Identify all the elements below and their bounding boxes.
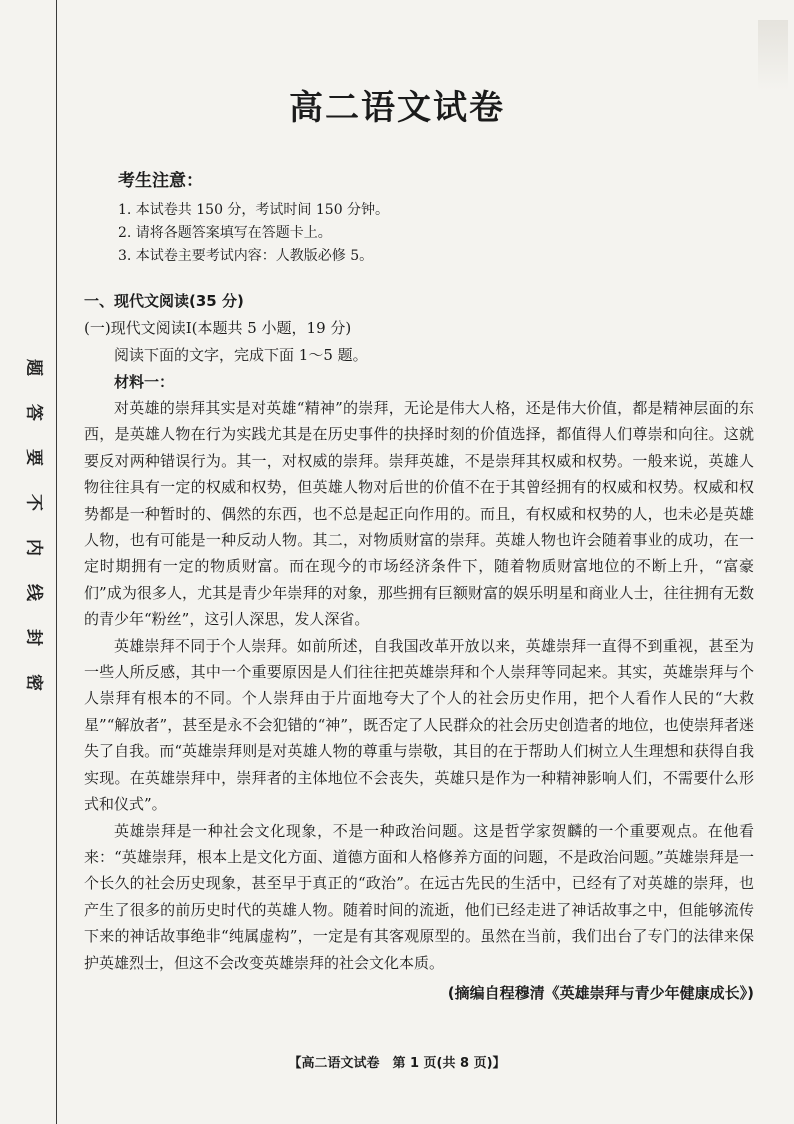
sub-heading: (一)现代文阅读Ⅰ(本题共 5 小题，19 分)	[84, 319, 352, 337]
page-footer: 【高二语文试卷 第 1 页(共 8 页)】	[288, 1056, 506, 1071]
source-citation: (摘编自程穆清《英雄崇拜与青少年健康成长》)	[447, 983, 754, 1002]
binding-char: 不	[23, 494, 44, 511]
binding-char: 题	[23, 359, 44, 376]
binding-char: 要	[23, 449, 44, 466]
binding-char: 内	[23, 539, 44, 556]
paragraph: 英雄崇拜不同于个人崇拜。如前所述，自我国改革开放以来，英雄崇拜一直得不到重视，甚至为一些人所反感，其中一个重要原因是人们往往把英雄崇拜和个人崇拜等同起来。其实，英雄崇拜与个人崇拜有根本的不同。个人崇拜由于片面地夸大了个人的社会历史作用，把个人看作人民的“大救星”“解放者”，甚至是永不会犯错的“神”，既否定了人民群众的社会历史创造者的地位，也使崇拜者迷失了自我。而“英雄崇拜则是对英雄人物的尊重与崇敬，其目的在于帮助人们树立人生理想和获得自我实现。在英雄崇拜中，崇拜者的主体地位不会丧失，英雄只是作为一种精神影响人们，不需要什么形式和仪式”。	[84, 636, 754, 814]
binding-char: 封	[23, 629, 44, 646]
binding-char: 线	[23, 584, 44, 601]
binding-notice	[24, 355, 48, 695]
notice-item: 1. 本试卷共 150 分，考试时间 150 分钟。	[118, 202, 390, 218]
binding-char: 答	[23, 404, 44, 421]
binding-char: 密	[23, 674, 44, 691]
paragraph: 对英雄的崇拜其实是对英雄“精神”的崇拜，无论是伟大人格，还是伟大价值，都是精神层面的东西，是英雄人物在行为实践尤其是在历史事件的抉择时刻的价值选择，都值得人们尊崇和向往。这就要反对两种错误行为。其一，对权威的崇拜。崇拜英雄，不是崇拜其权威和权势。一般来说，英雄人物往往具有一定的权威和权势，但英雄人物对后世的价值不在于其曾经拥有的权威和权势。权威和权势都是一种暂时的、偶然的东西，也不总是起正向作用的。而且，有权威和权势的人，也未必是英雄人物，也有可能是一种反动人物。其二，对物质财富的崇拜。英雄人物也许会随着事业的成功，在一定时期拥有一定的物质财富。而在现今的市场经济条件下，随着物质财富地位的不断上升，“富豪们”成为很多人，尤其是青少年崇拜的对象，那些拥有巨额财富的娱乐明星和商业人士，往往拥有无数的青少年“粉丝”，这引人深思，发人深省。	[84, 399, 754, 629]
paragraph: 英雄崇拜是一种社会文化现象，不是一种政治问题。这是哲学家贺麟的一个重要观点。在他看来：“英雄崇拜，根本上是文化方面、道德方面和人格修养方面的问题，不是政治问题。”英雄崇拜是一个长久的社会历史现象，甚至早于真正的“政治”。在远古先民的生活中，已经有了对英雄的崇拜，也产生了很多的前历史时代的英雄人物。随着时间的流逝，他们已经走进了神话故事之中，但能够流传下来的神话故事绝非“纯属虚构”，一定是有其客观原型的。虽然在当前，我们出台了专门的法律来保护英雄烈士，但这不会改变英雄崇拜的社会文化本质。	[84, 821, 754, 972]
reading-section	[84, 288, 754, 1008]
material-label: 材料一：	[114, 373, 175, 391]
binding-line	[56, 0, 57, 1124]
section-heading: 一、现代文阅读(35 分)	[84, 292, 244, 310]
notice-heading: 考生注意：	[118, 171, 203, 191]
candidate-notice	[118, 166, 718, 268]
notice-item: 3. 本试卷主要考试内容：人教版必修 5。	[118, 248, 374, 264]
page-title: 高二语文试卷	[289, 88, 505, 128]
instruction: 阅读下面的文字，完成下面 1～5 题。	[114, 346, 368, 364]
notice-item: 2. 请将各题答案填写在答题卡上。	[118, 225, 332, 241]
